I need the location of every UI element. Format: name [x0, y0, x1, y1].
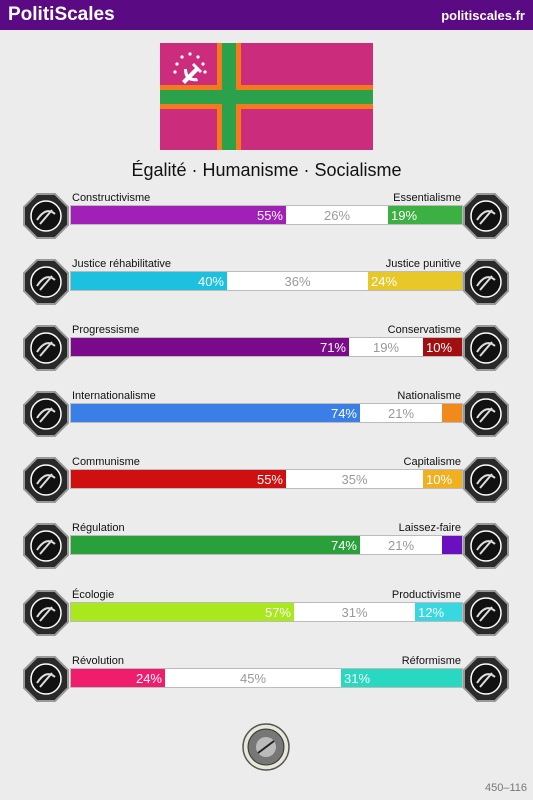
- axis-right-segment: [442, 536, 462, 554]
- axis-neutral-segment: 21%: [387, 406, 415, 421]
- axis-right-segment: 12%: [415, 603, 462, 621]
- flag-horizontal-green-band: [160, 90, 373, 104]
- handshake-icon: [22, 258, 70, 306]
- axis-right-label: Capitalisme: [403, 456, 461, 468]
- top-bar: [0, 0, 533, 30]
- axis-left-segment: 74%: [71, 404, 360, 422]
- axis-left-label: Internationalisme: [72, 390, 156, 402]
- axis-right-label: Productivisme: [391, 589, 461, 601]
- axis-row: [0, 655, 533, 705]
- dna-icon: [462, 192, 510, 240]
- brand-title[interactable]: PolitiScales: [8, 4, 115, 25]
- axis-right-label: Justice punitive: [385, 258, 461, 270]
- tree-icon: [22, 589, 70, 637]
- axis-right-label: Réformisme: [401, 655, 461, 667]
- axis-bar: [70, 271, 463, 291]
- hammer-sickle-icon: [22, 456, 70, 504]
- axis-left-label: Progressisme: [72, 324, 140, 336]
- gavel-icon: [22, 522, 70, 570]
- result-code: 450–116: [484, 782, 527, 794]
- fingerprint-icon: [22, 192, 70, 240]
- seal-icon: [242, 723, 290, 771]
- axis-neutral-segment: 21%: [387, 538, 415, 553]
- axis-left-label: Justice réhabilitative: [72, 258, 172, 270]
- axis-row: [0, 522, 533, 572]
- axis-bar: [70, 602, 463, 622]
- axis-left-segment: 71%: [71, 338, 349, 356]
- axis-right-label: Laissez-faire: [398, 522, 461, 534]
- axis-left-segment: 24%: [71, 669, 165, 687]
- axis-bar: [70, 469, 463, 489]
- axis-left-label: Constructivisme: [72, 192, 151, 204]
- axis-left-segment: 57%: [71, 603, 294, 621]
- ideology-flag: [160, 43, 373, 150]
- axis-left-label: Communisme: [72, 456, 140, 468]
- axis-neutral-segment: 36%: [284, 274, 311, 289]
- axis-bar: [70, 668, 463, 688]
- axis-right-segment: 10%: [423, 470, 462, 488]
- axis-bar: [70, 337, 463, 357]
- axis-right-label: Conservatisme: [387, 324, 461, 336]
- axis-row: [0, 456, 533, 506]
- axis-neutral-segment: 19%: [372, 340, 400, 355]
- site-link[interactable]: politiscales.fr: [441, 8, 525, 23]
- axis-right-segment: 31%: [341, 669, 462, 687]
- axis-right-segment: 19%: [388, 206, 462, 224]
- axis-right-segment: 10%: [423, 338, 462, 356]
- axis-right-label: Essentialisme: [393, 192, 461, 204]
- flag-icon: [462, 390, 510, 438]
- axis-row: [0, 192, 533, 242]
- axis-row: [0, 258, 533, 308]
- axis-neutral-segment: 35%: [341, 472, 368, 487]
- axis-row: [0, 390, 533, 440]
- axis-left-segment: 40%: [71, 272, 227, 290]
- axis-bar: [70, 205, 463, 225]
- prison-bars-icon: [462, 258, 510, 306]
- axis-row: [0, 589, 533, 639]
- axis-left-segment: 74%: [71, 536, 360, 554]
- hammer-sickle-stars-icon: [170, 51, 210, 87]
- fist-icon: [22, 655, 70, 703]
- axis-left-label: Écologie: [72, 589, 115, 601]
- axis-neutral-segment: 26%: [323, 208, 351, 223]
- factory-icon: [462, 589, 510, 637]
- axis-bar: [70, 403, 463, 423]
- axis-bar: [70, 535, 463, 555]
- axis-left-segment: 55%: [71, 470, 286, 488]
- axis-left-label: Régulation: [72, 522, 125, 534]
- slogan: Égalité · Humanisme · Socialisme: [131, 160, 402, 180]
- axis-right-label: Nationalisme: [397, 390, 461, 402]
- axis-neutral-segment: 45%: [239, 671, 267, 686]
- axis-neutral-segment: 31%: [341, 605, 368, 620]
- axis-right-segment: [442, 404, 462, 422]
- axis-left-segment: 55%: [71, 206, 286, 224]
- axis-left-label: Révolution: [72, 655, 124, 667]
- ballot-icon: [462, 655, 510, 703]
- butterfly-icon: [462, 522, 510, 570]
- quill-icon: [462, 324, 510, 372]
- axis-right-segment: 24%: [368, 272, 462, 290]
- rocket-icon: [22, 324, 70, 372]
- money-bag-icon: [462, 456, 510, 504]
- globe-icon: [22, 390, 70, 438]
- axis-row: [0, 324, 533, 374]
